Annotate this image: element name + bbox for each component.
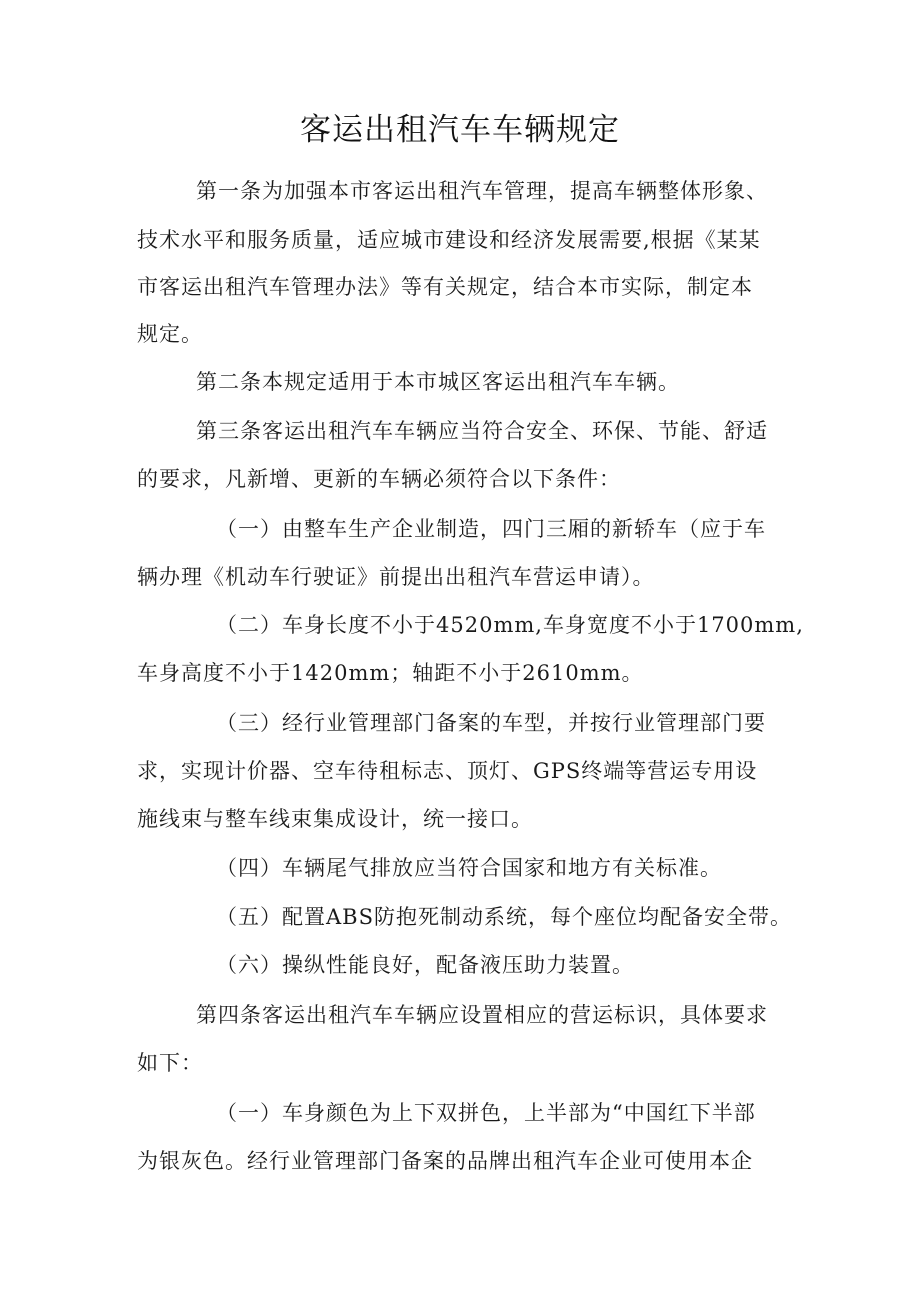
text-line: 车身高度不小于1420mm；轴距不小于2610mm。 <box>137 661 644 685</box>
text-line: 施线束与整车线束集成设计，统一接口。 <box>137 807 533 831</box>
document-title: 客运出租汽车车辆规定 <box>300 112 620 148</box>
text-line: （一）由整车生产企业制造，四门三厢的新轿车（应于车 <box>216 517 766 541</box>
text-line: （五）配置ABS防抱死制动系统，每个座位均配备安全带。 <box>216 905 792 929</box>
text-line: 如下： <box>137 1051 203 1075</box>
text-line: （二）车身长度不小于4520mm,车身宽度不小于1700mm, <box>216 613 804 637</box>
text-line: 第三条客运出租汽车车辆应当符合安全、环保、节能、舒适 <box>196 419 768 443</box>
text-line: 第二条本规定适用于本市城区客运出租汽车车辆。 <box>196 370 680 394</box>
text-line: 规定。 <box>137 322 203 346</box>
text-line: 第四条客运出租汽车车辆应设置相应的营运标识，具体要求 <box>196 1003 768 1027</box>
text-line: （六）操纵性能良好，配备液压助力装置。 <box>216 953 634 977</box>
text-line: （三）经行业管理部门备案的车型，并按行业管理部门要 <box>216 711 766 735</box>
text-line: （一）车身颜色为上下双拼色，上半部为“中国红下半部 <box>216 1101 756 1125</box>
text-line: 为银灰色。经行业管理部门备案的品牌出租汽车企业可使用本企 <box>137 1149 753 1173</box>
text-line: 技术水平和服务质量，适应城市建设和经济发展需要,根据《某某 <box>137 228 761 252</box>
text-line: 第一条为加强本市客运出租汽车管理，提高车辆整体形象、 <box>196 179 768 203</box>
text-line: 的要求，凡新增、更新的车辆必须符合以下条件： <box>137 467 621 491</box>
text-line: 求，实现计价器、空车待租标志、顶灯、GPS终端等营运专用设 <box>137 759 758 783</box>
text-line: 市客运出租汽车管理办法》等有关规定，结合本市实际，制定本 <box>137 275 753 299</box>
text-line: 辆办理《机动车行驶证》前提出出租汽车营运申请）。 <box>137 565 655 589</box>
text-line: （四）车辆尾气排放应当符合国家和地方有关标准。 <box>216 856 722 880</box>
